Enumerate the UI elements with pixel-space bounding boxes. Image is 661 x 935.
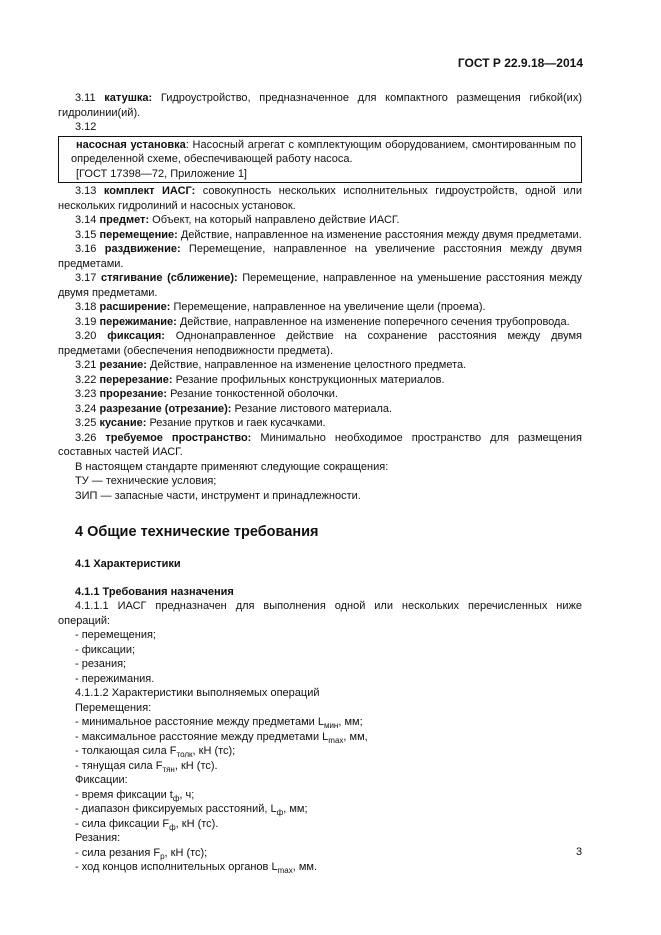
term-3-22: 3.22 перерезание: Резание профильных конструкционных материалов.: [75, 373, 445, 386]
quoted-definition-box: [58, 136, 582, 184]
characteristics-list: [58, 701, 582, 875]
list-item: - диапазон фиксируемых расстояний, $L_ф$, мм;: [75, 803, 308, 817]
list-item: - тянущая сила $F_{тян}$, кН (тс).: [75, 759, 218, 774]
abbrev-intro: В настоящем стандарте применяют следующие сокращения:: [75, 460, 389, 473]
term-3-12: 3.12: [75, 121, 97, 133]
list-item: - максимальное расстояние между предметами $L_{max}$, мм,: [75, 730, 368, 745]
list-item: - фиксации;: [75, 643, 136, 656]
list-item: - резания;: [75, 658, 127, 670]
page-content: [58, 91, 582, 875]
list-item: - минимальное расстояние между предметами $L_{мин}$, мм;: [75, 716, 363, 730]
list-item: - пережимания.: [75, 672, 155, 685]
term-3-13: 3.13 комплект ИАСГ: совокупность нескольких исполнительных гидроустройств, одной или нескольких гидролиний и насосных установок.: [58, 185, 582, 212]
document-id: ГОСТ Р 22.9.18—2014: [457, 56, 583, 70]
page-number: 3: [576, 846, 583, 858]
term-3-26: 3.26 требуемое пространство: Минимально необходимое пространство для размещения составных частей ИАСГ.: [58, 431, 582, 458]
abbrev-tu: ТУ — технические условия;: [75, 475, 217, 487]
term-3-21: 3.21 резание: Действие, направленное на изменение целостного предмета.: [75, 359, 467, 371]
term-label: катушка:: [104, 92, 153, 104]
term-3-17: 3.17 стягивание (сближение): Перемещение, направленное на уменьшение расстояния между двумя предметами.: [58, 272, 582, 299]
list-item: - время фиксации $t_ф$, ч;: [75, 788, 195, 803]
term-3-16: 3.16 раздвижение: Перемещение, направленное на увеличение расстояния между двумя предметами.: [58, 243, 582, 270]
term-3-25: 3.25 кусание: Резание прутков и гаек кусачками.: [75, 417, 326, 429]
section-4-1-1-heading: 4.1.1 Требования назначения: [75, 585, 234, 598]
cut-label: Резания:: [75, 832, 121, 844]
term-3-11: 3.11 катушка: Гидроустройство, предназначенное для компактного размещения гибкой(их) гидролинии(ий).: [58, 92, 582, 119]
para-4-1-1-2: 4.1.1.2 Характеристики выполняемых операций: [75, 687, 320, 699]
term-3-15: 3.15 перемещение: Действие, направленное на изменение расстояния между двумя предметами.: [75, 228, 582, 241]
para-4-1-1-1: 4.1.1.1 ИАСГ предназначен для выполнения одной или нескольких перечисленных ниже операций:: [58, 600, 582, 627]
abbrev-zip: ЗИП — запасные части, инструмент и принадлежности.: [75, 489, 361, 502]
term-3-24: 3.24 разрезание (отрезание): Резание листового материала.: [75, 402, 393, 415]
section-4-heading: 4 Общие технические требования: [75, 524, 319, 540]
section-4-1-heading: 4.1 Характеристики: [75, 558, 181, 570]
box-definition: насосная установка: Насосный агрегат с комплектующим оборудованием, смонтированным по определенной схеме, обеспечивающей работу насоса.: [71, 138, 576, 165]
move-label: Перемещения:: [75, 701, 152, 714]
term-3-23: 3.23 прорезание: Резание тонкостенной оболочки.: [75, 388, 338, 400]
list-item: - ход концов исполнительных органов $L_{max}$, мм.: [75, 861, 317, 875]
list-item: - перемещения;: [75, 629, 156, 641]
term-3-18: 3.18 расширение: Перемещение, направленное на увеличение щели (проема).: [75, 301, 486, 313]
term-3-14: 3.14 предмет: Объект, на который направлено действие ИАСГ.: [75, 214, 400, 226]
operations-list: [58, 628, 582, 686]
term-3-20: 3.20 фиксация: Однонаправленное действие на сохранение расстояния между двумя предметами (обеспечения неподвижности предмета).: [58, 330, 582, 357]
list-item: - сила резания $F_р$, кН (тс);: [75, 846, 208, 861]
list-item: - толкающая сила $F_{толк}$, кН (тс);: [75, 745, 236, 759]
fix-label: Фиксации:: [75, 774, 128, 786]
term-3-19: 3.19 пережимание: Действие, направленное на изменение поперечного сечения трубопровода.: [75, 315, 570, 328]
list-item: - сила фиксации $F_ф$, кН (тс).: [75, 817, 219, 832]
box-reference: [ГОСТ 17398—72, Приложение 1]: [76, 167, 247, 180]
